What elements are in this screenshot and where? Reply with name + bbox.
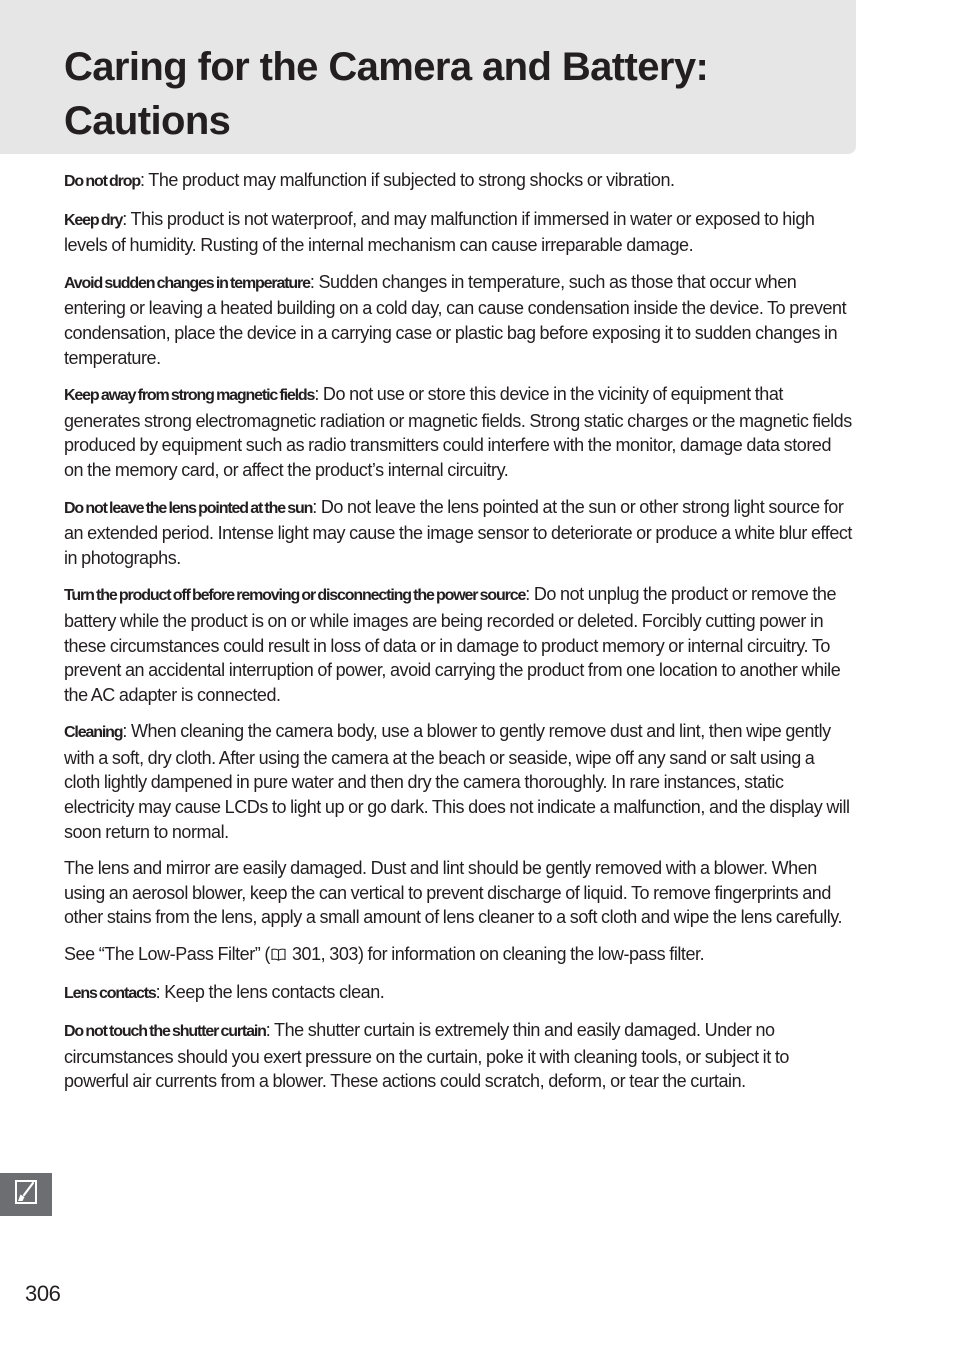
caution-text: : The product may malfunction if subjected to strong shocks or vibration. — [140, 170, 675, 190]
caution-shutter-curtain — [64, 1018, 854, 1094]
reference-text-before: See “The Low-Pass Filter” ( — [64, 944, 270, 965]
caution-term: Avoid sudden changes in temperature — [64, 274, 310, 292]
caution-do-not-drop — [64, 168, 854, 195]
caution-text: : Sudden changes in temperature, such as those that occur when entering or leaving a heated building on a cold day, can cause condensation inside the device. To prevent condensation, place the device in a carrying case or plastic bag before exposing it to sudden changes in temperature. — [64, 271, 847, 368]
caution-cleaning — [64, 719, 854, 844]
page-title-line-2: Cautions — [64, 99, 231, 143]
caution-term: Do not leave the lens pointed at the sun — [64, 499, 313, 517]
book-icon — [271, 943, 286, 968]
page-number: 306 — [25, 1281, 61, 1306]
page-title-line-1: Caring for the Camera and Battery: — [64, 45, 709, 89]
caution-term: Cleaning — [64, 724, 123, 742]
lens-mirror-paragraph: The lens and mirror are easily damaged. Dust and lint should be gently removed with a blower. When using an aerosol blower, keep the can vertical to prevent discharge of liquid. To remove fingerprints and other stains from the lens, apply a small amount of lens cleaner to a soft cloth and wipe the lens carefully. — [64, 858, 843, 928]
low-pass-filter-reference — [64, 942, 854, 968]
section-tab[interactable] — [0, 1173, 52, 1216]
reference-text-after: ) for information on cleaning the low-pass filter. — [357, 944, 705, 965]
caution-keep-dry — [64, 207, 854, 258]
maintenance-brush-icon — [13, 1178, 39, 1211]
caution-term: Lens contacts — [64, 984, 156, 1002]
page-title — [64, 40, 708, 148]
caution-text: : This product is not waterproof, and may malfunction if immersed in water or exposed to high levels of humidity. Rusting of the internal mechanism can cause irreparable damage. — [64, 208, 815, 256]
caution-lens-contacts — [64, 980, 854, 1007]
page-reference-link[interactable]: 301, 303 — [287, 944, 358, 965]
caution-term: Turn the product off before removing or disconnecting the power source — [64, 587, 526, 605]
title-band — [0, 0, 856, 154]
caution-temperature — [64, 270, 854, 370]
caution-power-source — [64, 582, 854, 707]
content-body — [64, 168, 854, 1106]
caution-magnetic-fields — [64, 382, 854, 482]
caution-term: Do not drop — [64, 173, 140, 190]
caution-text: : Do not use or store this device in the vicinity of equipment that generates strong electromagnetic radiation or magnetic fields. Strong static charges or the magnetic fields produced by equipment such as radio transmitters could interfere with the monitor, damage data stored on the memory card, or affect the product’s internal circuitry. — [64, 384, 852, 480]
caution-sun — [64, 495, 854, 571]
caution-text: : Do not unplug the product or remove the battery while the product is on or while images are being recorded or deleted. Forcibly cutting power in these circumstances could result in loss of data or in damage to product memory or internal circuitry. To prevent an accidental interruption of power, avoid carrying the product from one location to another while the AC adapter is connected. — [64, 584, 841, 705]
caution-term: Keep away from strong magnetic fields — [64, 387, 315, 405]
caution-text: : Do not leave the lens pointed at the sun or other strong light source for an extended period. Intense light may cause the image sensor to deteriorate or produce a white blur effect in photographs. — [64, 496, 852, 568]
caution-text: : When cleaning the camera body, use a blower to gently remove dust and lint, then wipe gently with a soft, dry cloth. After using the camera at the beach or seaside, wipe off any sand or salt using a cloth lightly dampened in pure water and then dry the camera thoroughly. In rare instances, static electricity may cause LCDs to light up or go dark. This does not indicate a malfunction, and the display will soon return to normal. — [64, 721, 850, 842]
caution-term: Do not touch the shutter curtain — [64, 1023, 266, 1041]
caution-text: : The shutter curtain is extremely thin and easily damaged. Under no circumstances should you exert pressure on the curtain, poke it with cleaning tools, or subject it to powerful air currents from a blower. These actions could scratch, deform, or tear the curtain. — [64, 1020, 789, 1092]
caution-term: Keep dry — [64, 211, 123, 229]
caution-text: : Keep the lens contacts clean. — [155, 981, 385, 1002]
